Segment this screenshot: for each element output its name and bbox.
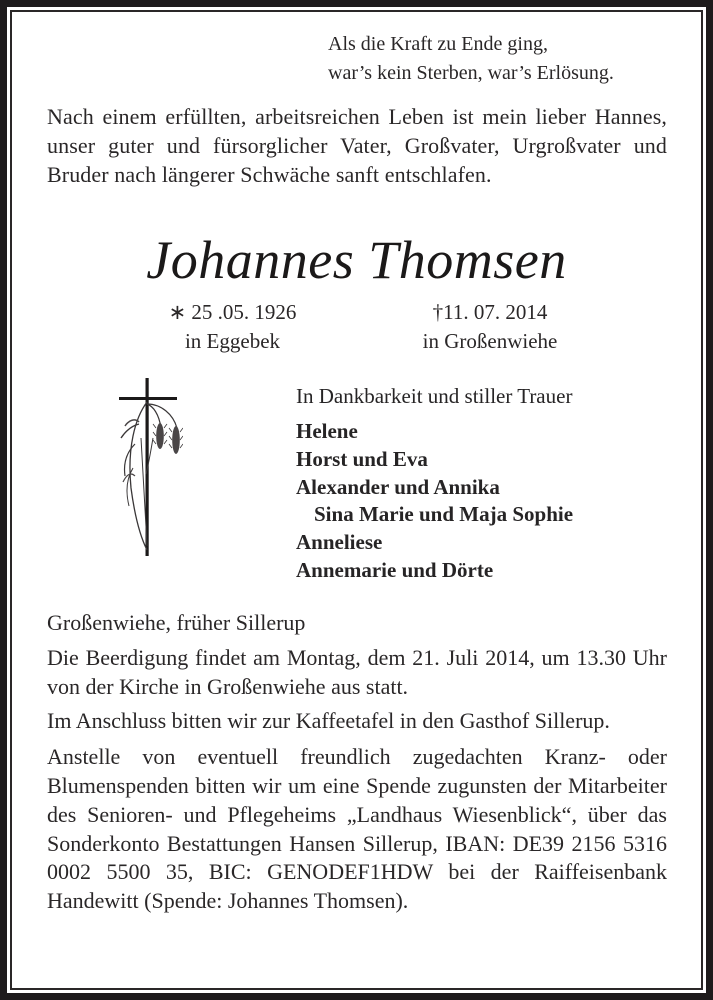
mourners-block xyxy=(296,381,573,585)
mourner-name: Helene xyxy=(296,419,358,443)
deceased-name: Johannes Thomsen xyxy=(146,230,567,290)
cross-with-wheat-icon xyxy=(113,378,183,558)
birth-info xyxy=(140,298,325,356)
closing-section xyxy=(47,609,667,922)
birth-date: ∗ 25 .05. 1926 xyxy=(168,300,297,324)
donation-info: Anstelle von eventuell freundlich zugedachten Kranz- oder Blumenspenden bitten wir um eine Spende zugunsten der Mitarbeiter des Senioren- und Pflegeheims „Landhaus Wiesenblick“, über das Sonderkonto Bestattungen Hansen Sillerup, IBAN: DE39 2156 5316 0002 5500 35, BIC: GENODEF1HDW bei der Raiffeisenbank Handewitt (Spende: Johannes Thomsen). xyxy=(47,744,667,914)
death-place: in Großenwiehe xyxy=(422,329,558,353)
death-date: †11. 07. 2014 xyxy=(432,300,548,324)
mourner-name: Anneliese xyxy=(296,530,383,555)
mourners-lead: In Dankbarkeit und stiller Trauer xyxy=(296,384,573,408)
mourner-name: Horst und Eva xyxy=(296,446,428,471)
mourner-name: Annemarie und Dörte xyxy=(296,557,494,582)
mourner-name: Alexander und Annika xyxy=(296,474,500,499)
epigraph-line: war’s kein Sterben, war’s Erlösung. xyxy=(328,62,614,84)
epigraph xyxy=(328,30,614,88)
location-line: Großenwiehe, früher Sillerup xyxy=(47,610,306,635)
death-info xyxy=(395,298,585,356)
birth-place: in Eggebek xyxy=(184,329,281,353)
reception-info: Im Anschluss bitten wir zur Kaffeetafel in den Gasthof Sillerup. xyxy=(47,708,610,734)
funeral-info: Die Beerdigung findet am Montag, dem 21. Juli 2014, um 13.30 Uhr von der Kirche in Großenwiehe aus statt. xyxy=(47,644,667,699)
intro-paragraph: Nach einem erfüllten, arbeitsreichen Leben ist mein lieber Hannes, unser guter und fürsorglicher Vater, Großvater, Urgroßvater und Bruder nach längerer Schwäche sanft entschlafen. xyxy=(47,104,667,187)
mourner-name: Sina Marie und Maja Sophie xyxy=(314,502,574,527)
epigraph-line: Als die Kraft zu Ende ging, xyxy=(328,33,548,55)
